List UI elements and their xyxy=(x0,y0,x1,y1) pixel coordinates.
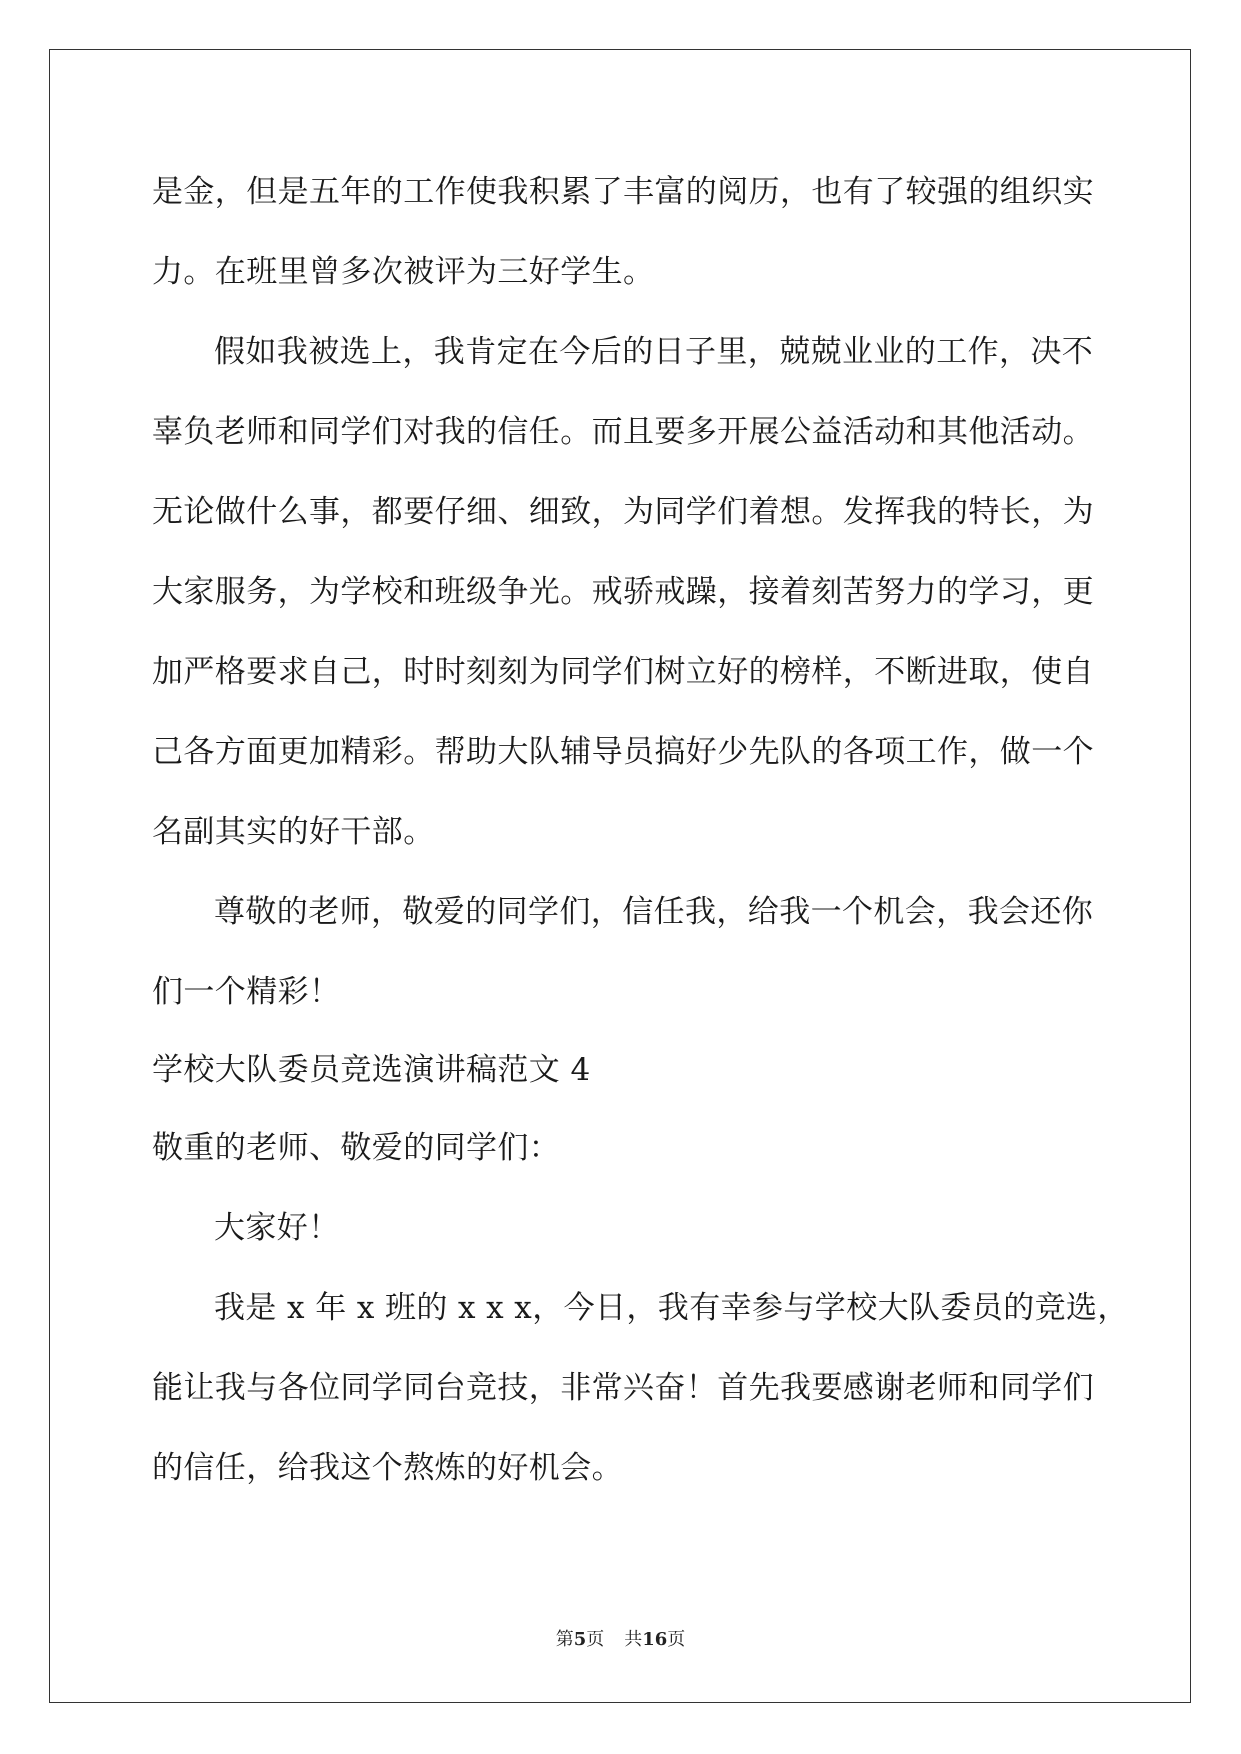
text-line: 无论做什么事，都要仔细、细致，为同学们着想。发挥我的特长，为 xyxy=(152,494,1094,530)
section-heading: 学校大队委员竞选演讲稿范文 4 xyxy=(152,1052,591,1088)
paragraph-start-line: 假如我被选上，我肯定在今后的日子里，兢兢业业的工作，决不 xyxy=(214,334,1094,370)
total-prefix: 共 xyxy=(624,1629,643,1650)
salutation: 敬重的老师、敬爱的同学们： xyxy=(152,1130,561,1166)
total-suffix: 页 xyxy=(667,1629,686,1650)
page-footer xyxy=(0,1628,1241,1652)
text-line: 加严格要求自己，时时刻刻为同学们树立好的榜样，不断进取，使自 xyxy=(152,654,1094,690)
text-line: 能让我与各位同学同台竞技，非常兴奋！首先我要感谢老师和同学们 xyxy=(152,1370,1094,1406)
page-suffix: 页 xyxy=(586,1629,605,1650)
text-line: 的信任，给我这个熬炼的好机会。 xyxy=(152,1450,623,1486)
greeting: 大家好！ xyxy=(214,1210,340,1246)
paragraph-start-line: 尊敬的老师，敬爱的同学们，信任我，给我一个机会，我会还你 xyxy=(214,894,1094,930)
text-line: 己各方面更加精彩。帮助大队辅导员搞好少先队的各项工作，做一个 xyxy=(152,734,1094,770)
text-line: 大家服务，为学校和班级争光。戒骄戒躁，接着刻苦努力的学习，更 xyxy=(152,574,1094,610)
text-line: 辜负老师和同学们对我的信任。而且要多开展公益活动和其他活动。 xyxy=(152,414,1094,450)
page-number: 5 xyxy=(573,1629,587,1650)
text-line: 们一个精彩！ xyxy=(152,974,341,1010)
page-prefix: 第 xyxy=(555,1629,574,1650)
text-line: 力。在班里曾多次被评为三好学生。 xyxy=(152,254,655,290)
total-pages: 16 xyxy=(642,1629,668,1650)
paragraph-start-line: 我是 x 年 x 班的 x x x，今日，我有幸参与学校大队委员的竞选， xyxy=(214,1290,1129,1326)
text-line: 名副其实的好干部。 xyxy=(152,814,435,850)
text-line: 是金，但是五年的工作使我积累了丰富的阅历，也有了较强的组织实 xyxy=(152,174,1094,210)
